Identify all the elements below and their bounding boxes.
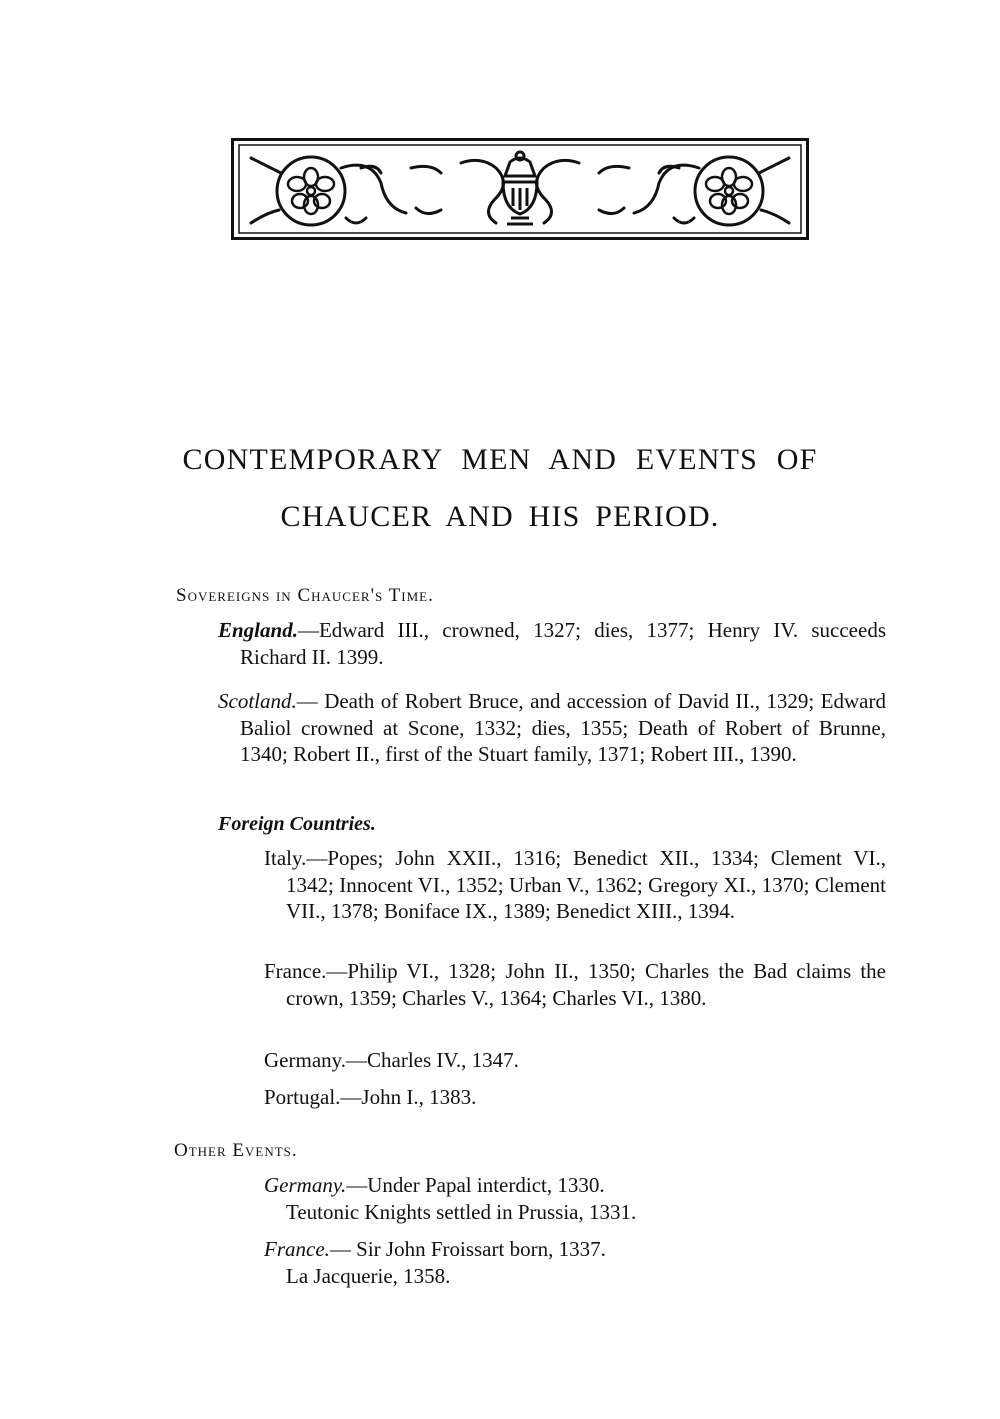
entry-portugal: Portugal.—John I., 1383. (264, 1085, 477, 1109)
event-france (264, 1236, 764, 1289)
ornament-icon (231, 138, 809, 240)
entry-text-england: —Edward III., crowned, 1327; dies, 1377; Henry IV. succeeds Richard II. 1399. (240, 618, 886, 669)
section-heading-sovereigns: Sovereigns in Chaucer's Time. (176, 585, 434, 606)
decorative-headpiece (231, 138, 809, 240)
event-text-france-1: — Sir John Froissart born, 1337. (329, 1237, 606, 1261)
section-heading-other-events: Other Events. (174, 1140, 298, 1161)
page-title-line-1: CONTEMPORARY MEN AND EVENTS OF (182, 443, 818, 476)
event-label-france: France. (264, 1237, 330, 1261)
event-label-germany: Germany. (264, 1173, 347, 1197)
entry-france: France.—Philip VI., 1328; John II., 1350; Charles the Bad claims the crown, 1359; Charles V., 1364; Charles VI., 1380. (264, 959, 886, 1010)
page-title-line-2: CHAUCER AND HIS PERIOD. (280, 500, 720, 533)
entry-england (218, 617, 886, 670)
entry-italy: Italy.—Popes; John XXII., 1316; Benedict XII., 1334; Clement VI., 1342; Innocent VI., 1352; Urban V., 1362; Gregory XI., 1370; Clement VII., 1378; Boniface IX., 1389; Benedict XIII., 1394. (264, 846, 886, 923)
subheading-foreign-countries: Foreign Countries. (218, 813, 376, 835)
event-germany (264, 1172, 764, 1225)
entry-text-scotland: — Death of Robert Bruce, and accession of David II., 1329; Edward Baliol crowned at Scone, 1332; dies, 1355; Death of Robert of Brunne, 1340; Robert II., first of the Stuart family, 1371; Robert III., 1390. (240, 689, 886, 766)
entry-label-england: England. (218, 618, 298, 642)
event-text-germany-1: —Under Papal interdict, 1330. (346, 1173, 605, 1197)
event-text-germany-2: Teutonic Knights settled in Prussia, 1331. (286, 1199, 637, 1224)
entry-scotland (218, 688, 886, 768)
entry-label-scotland: Scotland. (218, 689, 297, 713)
event-text-france-2: La Jacquerie, 1358. (286, 1263, 451, 1288)
entry-germany: Germany.—Charles IV., 1347. (264, 1048, 519, 1072)
